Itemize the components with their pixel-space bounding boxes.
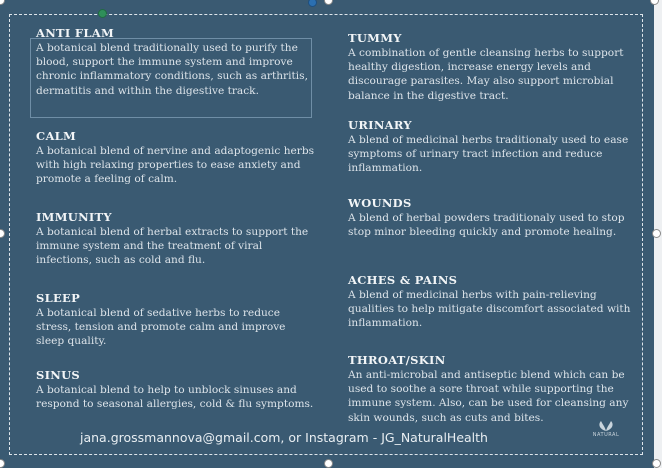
section-title: IMMUNITY [36,210,112,224]
section-throat-skin[interactable] [348,353,638,425]
section-tummy[interactable] [348,31,638,103]
section-title: WOUNDS [348,196,412,210]
section-text: A botanical blend of sedative herbs to reduce stress, tension and promote calm and improve sleep quality. [36,307,286,348]
resize-handle-bottom-right[interactable] [652,459,661,468]
section-aches-pains[interactable] [348,273,640,331]
brand-logo [583,420,629,442]
section-title: TUMMY [348,31,402,45]
section-text: A blend of medicinal herbs with pain-relieving qualities to help mitigate discomfort associated with inflammation. [348,289,631,330]
section-text: A botanical blend to help to unblock sinuses and respond to seasonal allergies, cold & flu symptoms. [36,384,314,411]
contact-footer: jana.grossmannova@gmail.com, or Instagram - JG_NaturalHealth [80,430,488,445]
section-text: An anti-microbal and antiseptic blend which can be used to soothe a sore throat while supporting the immune system. Also, can be used for cleansing any skin wounds, such as cuts and bites. [348,369,629,424]
leaf-logo-icon [595,420,617,432]
section-immunity[interactable] [36,210,316,268]
section-sleep[interactable] [36,291,316,349]
section-text: A blend of medicinal herbs traditionaly used to ease symptoms of urinary tract infection and reduce inflammation. [348,134,629,175]
rotate-handle[interactable] [98,9,107,18]
section-anti-flam[interactable] [36,26,316,98]
section-text: A combination of gentle cleansing herbs to support healthy digestion, increase energy levels and discourage parasites. May also support microbial balance in the digestive tract. [348,47,624,102]
section-sinus[interactable] [36,368,328,411]
section-title: ACHES & PAINS [348,273,458,287]
section-title: SINUS [36,368,81,382]
section-title: SLEEP [36,291,81,305]
resize-handle-bottom[interactable] [324,459,333,468]
section-text: A botanical blend traditionally used to purify the blood, support the immune system and improve chronic inflammatory conditions, such as arthritis, dermatitis and within the digestive track. [36,42,308,97]
section-text: A botanical blend of nervine and adaptogenic herbs with high relaxing properties to ease anxiety and promote a feeling of calm. [36,145,315,186]
section-title: THROAT/SKIN [348,353,446,367]
section-calm[interactable] [36,129,316,187]
section-wounds[interactable] [348,196,638,239]
section-urinary[interactable] [348,118,640,176]
logo-text: NATURAL [592,432,620,438]
section-title: ANTI FLAM [36,26,114,40]
section-text: A blend of herbal powders traditionaly used to stop stop minor bleeding quickly and promote healing. [348,212,625,239]
section-title: CALM [36,129,77,143]
resize-handle-right[interactable] [652,229,661,238]
section-text: A botanical blend of herbal extracts to support the immune system and the treatment of viral infections, such as cold and flu. [36,226,309,267]
section-title: URINARY [348,118,412,132]
